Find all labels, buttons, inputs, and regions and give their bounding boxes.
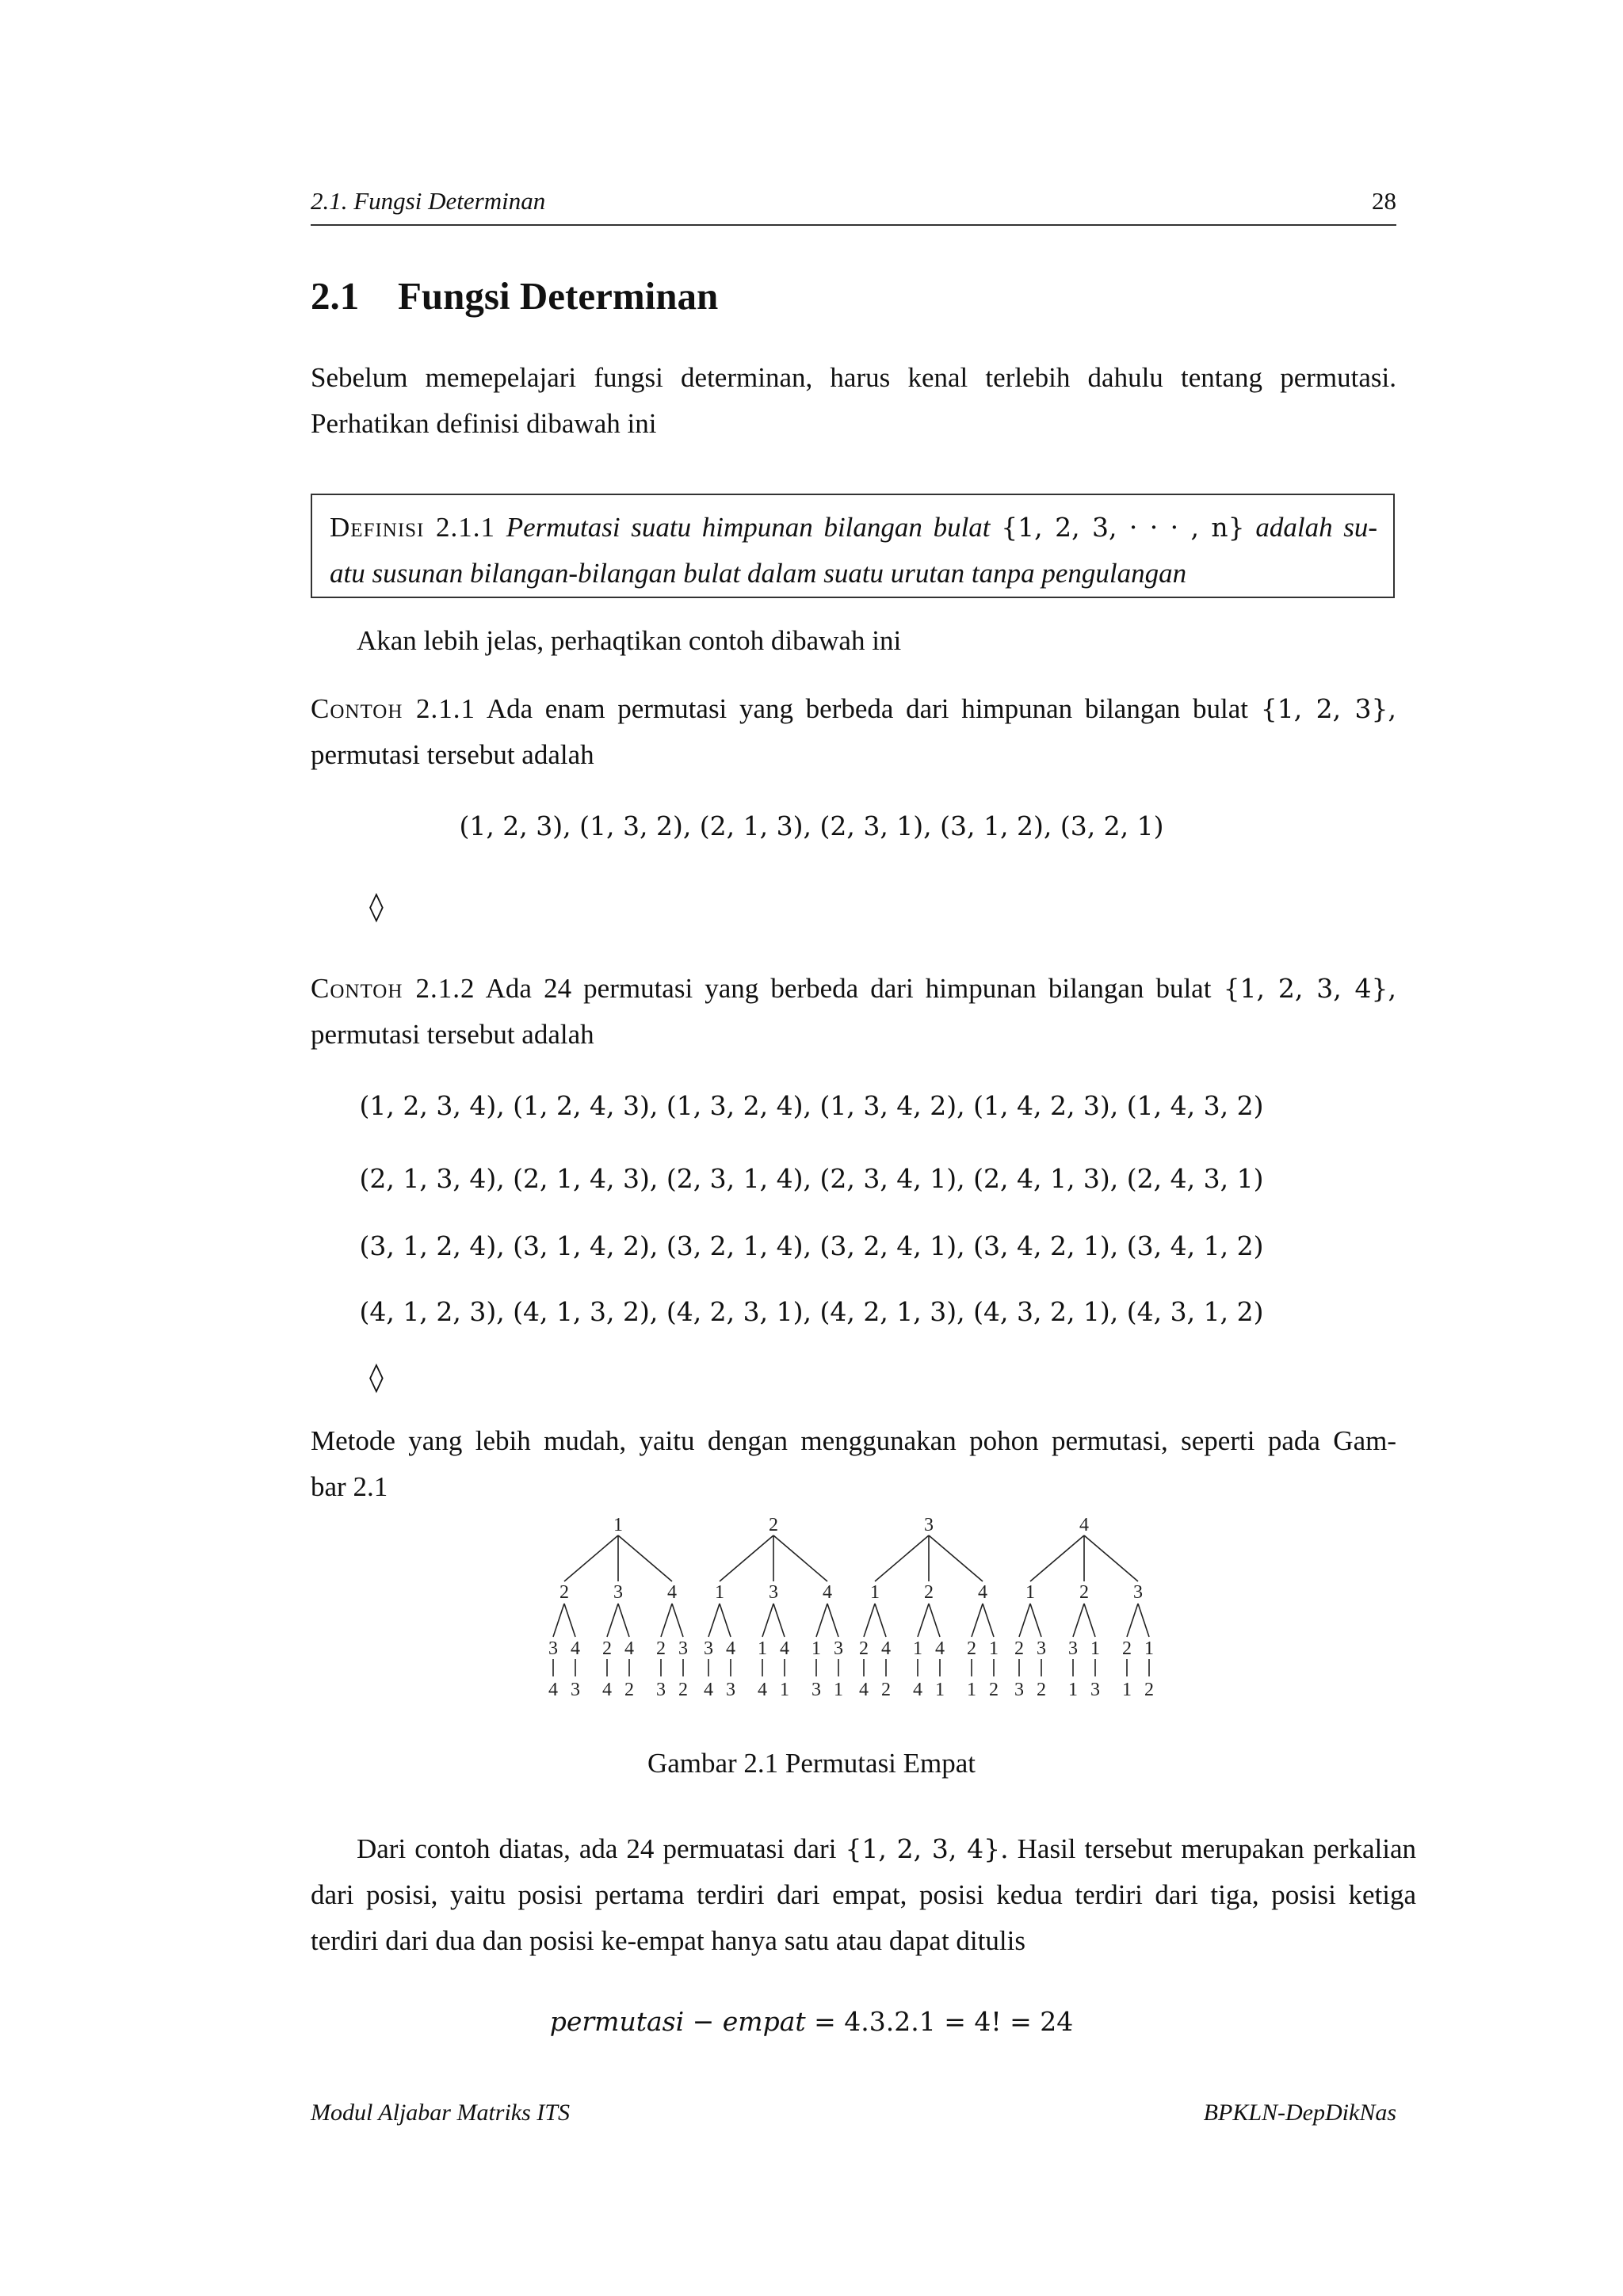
intro-paragraph (311, 355, 1396, 447)
tree-edge (1073, 1604, 1084, 1637)
equation-lhs: permutasi − empat (549, 2006, 806, 2037)
tree-level3-label: 4 (624, 1638, 634, 1659)
tree-level4-label: 1 (1068, 1680, 1078, 1700)
tree-edge (720, 1604, 731, 1637)
conclusion-line-3: terdiri dari dua dan posisi ke-empat hanya satu atau dapat ditulis (311, 1925, 1025, 1956)
tree-level3-label: 4 (726, 1638, 735, 1659)
example-1-line-2: permutasi tersebut adalah (311, 739, 594, 770)
tree-edge (564, 1535, 618, 1581)
conclusion-paragraph (311, 1826, 1416, 1964)
tree-edge (972, 1604, 983, 1637)
example-2-paragraph (311, 966, 1396, 1058)
tree-edge (773, 1604, 785, 1637)
tree-edge (875, 1604, 886, 1637)
tree-level2-label: 3 (613, 1582, 623, 1603)
tree-edge (607, 1604, 618, 1637)
tree-level4-label: 2 (1144, 1680, 1154, 1700)
section-heading (311, 273, 718, 318)
tree-level4-label: 1 (1122, 1680, 1132, 1700)
intro-line-1: Sebelum memepelajari fungsi determinan, harus kenal terlebih dahulu tentang permutasi. (311, 362, 1396, 393)
tree-level3-label: 3 (1068, 1638, 1078, 1659)
tree-level3-label: 2 (1122, 1638, 1132, 1659)
tree-edge (564, 1604, 575, 1637)
definition-line-2: atu susunan bilangan-bilangan bulat dalam suatu urutan tanpa pengulangan (330, 558, 1187, 589)
tree-edge (1019, 1604, 1030, 1637)
tree-level3-label: 1 (758, 1638, 767, 1659)
tree-level4-label: 1 (935, 1680, 945, 1700)
definition-text-a: Permutasi suatu himpunan bilangan bulat (506, 512, 991, 543)
example-1-text: Ada enam permutasi yang berbeda dari himpunan bilangan bulat (486, 693, 1249, 724)
tree-level3-label: 2 (1014, 1638, 1024, 1659)
tree-level3-label: 4 (935, 1638, 945, 1659)
definition-set: {1, 2, 3, · · · , n} (1001, 512, 1245, 543)
running-header-title: 2.1. Fungsi Determinan (311, 187, 546, 215)
tree-level4-label: 4 (859, 1680, 869, 1700)
tree-level4-label: 4 (758, 1680, 767, 1700)
tree-edge (875, 1535, 929, 1581)
example-1-display: (1, 2, 3), (1, 3, 2), (2, 1, 3), (2, 3, 1), (3, 1, 2), (3, 2, 1) (459, 810, 1164, 841)
tree-edge (1127, 1604, 1138, 1637)
tree-edge (661, 1604, 672, 1637)
tree-edge (827, 1604, 838, 1637)
tree-level4-label: 1 (967, 1680, 976, 1700)
tree-edge (864, 1604, 875, 1637)
permutation-tree-figure (539, 1513, 1154, 1711)
tree-level2-label: 1 (715, 1582, 724, 1603)
example-1-end-mark: ◊ (369, 891, 384, 923)
example-2-line-2: permutasi tersebut adalah (311, 1019, 594, 1050)
section-title: Fungsi Determinan (398, 274, 719, 318)
tree-level4-label: 4 (704, 1680, 713, 1700)
intro-line-2: Perhatikan definisi dibawah ini (311, 408, 657, 439)
tree-edge (1084, 1604, 1095, 1637)
tree-level4-label: 4 (602, 1680, 612, 1700)
tree-level4-label: 2 (678, 1680, 688, 1700)
method-paragraph (311, 1418, 1396, 1510)
definition-box (311, 494, 1395, 598)
tree-level2-label: 2 (924, 1582, 934, 1603)
tree-level3-label: 1 (913, 1638, 922, 1659)
tree-level3-label: 3 (548, 1638, 558, 1659)
tree-level2-label: 2 (559, 1582, 569, 1603)
example-2-text: Ada 24 permutasi yang berbeda dari himpunan bilangan bulat (485, 973, 1212, 1004)
lead-in-text: Akan lebih jelas, perhaqtikan contoh dibawah ini (357, 625, 902, 656)
example-1-set: {1, 2, 3}, (1260, 693, 1396, 724)
footer-left: Modul Aljabar Matriks ITS (311, 2100, 570, 2126)
tree-level4-label: 1 (780, 1680, 789, 1700)
tree-level4-label: 3 (1090, 1680, 1100, 1700)
tree-root-label: 4 (1079, 1515, 1089, 1535)
tree-edge (929, 1604, 940, 1637)
tree-edge (720, 1535, 773, 1581)
tree-level4-label: 3 (571, 1680, 580, 1700)
example-2-row-3: (3, 1, 2, 4), (3, 1, 4, 2), (3, 2, 1, 4), (3, 2, 4, 1), (3, 4, 2, 1), (3, 4, 1, 2) (359, 1230, 1264, 1261)
tree-level3-label: 1 (1090, 1638, 1100, 1659)
page-number: 28 (1372, 187, 1396, 215)
tree-level3-label: 3 (1037, 1638, 1046, 1659)
tree-level4-label: 3 (656, 1680, 666, 1700)
tree-level2-label: 3 (1133, 1582, 1143, 1603)
figure-caption: Gambar 2.1 Permutasi Empat (647, 1748, 976, 1779)
tree-level3-label: 3 (678, 1638, 688, 1659)
tree-level4-label: 3 (726, 1680, 735, 1700)
definition-text-b: adalah su- (1255, 512, 1378, 543)
tree-level3-label: 1 (989, 1638, 999, 1659)
tree-edge (672, 1604, 683, 1637)
example-2-row-1: (1, 2, 3, 4), (1, 2, 4, 3), (1, 3, 2, 4), (1, 3, 4, 2), (1, 4, 2, 3), (1, 4, 3, 2) (359, 1090, 1264, 1121)
example-2-set: {1, 2, 3, 4}, (1223, 973, 1397, 1004)
conclusion-text-a: Dari contoh diatas, ada 24 permuatasi dari (357, 1833, 837, 1864)
tree-level4-label: 3 (1014, 1680, 1024, 1700)
header-rule (311, 224, 1396, 226)
tree-level2-label: 3 (769, 1582, 778, 1603)
section-number: 2.1 (311, 274, 360, 318)
tree-edge (1138, 1604, 1149, 1637)
tree-edge (983, 1604, 994, 1637)
tree-level3-label: 2 (656, 1638, 666, 1659)
conclusion-set: {1, 2, 3, 4}. (845, 1833, 1009, 1864)
conclusion-text-b: Hasil tersebut merupakan perkalian (1017, 1833, 1417, 1864)
tree-edge (929, 1535, 983, 1581)
equation-rhs: = 4.3.2.1 = 4! = 24 (814, 2006, 1074, 2037)
tree-level3-label: 2 (967, 1638, 976, 1659)
tree-edge (618, 1604, 629, 1637)
tree-level3-label: 1 (1144, 1638, 1154, 1659)
example-2-row-2: (2, 1, 3, 4), (2, 1, 4, 3), (2, 3, 1, 4), (2, 3, 4, 1), (2, 4, 1, 3), (2, 4, 3, 1) (359, 1163, 1264, 1194)
definition-label: Definisi 2.1.1 (330, 512, 496, 543)
tree-edge (762, 1604, 773, 1637)
example-2-end-mark: ◊ (369, 1361, 384, 1394)
tree-level3-label: 1 (812, 1638, 821, 1659)
tree-edge (773, 1535, 827, 1581)
tree-level4-label: 4 (913, 1680, 922, 1700)
tree-level2-label: 4 (823, 1582, 832, 1603)
example-2-label: Contoh 2.1.2 (311, 973, 475, 1004)
tree-edge (1084, 1535, 1138, 1581)
tree-level2-label: 1 (870, 1582, 880, 1603)
example-1-label: Contoh 2.1.1 (311, 693, 476, 724)
example-1-paragraph (311, 686, 1396, 778)
tree-edge (553, 1604, 564, 1637)
tree-root-label: 3 (924, 1515, 934, 1535)
footer-right: BPKLN-DepDikNas (1203, 2100, 1396, 2126)
tree-level3-label: 4 (881, 1638, 891, 1659)
tree-level2-label: 1 (1025, 1582, 1035, 1603)
equation (0, 2006, 1623, 2037)
tree-level3-label: 2 (602, 1638, 612, 1659)
tree-level4-label: 2 (624, 1680, 634, 1700)
tree-level3-label: 3 (704, 1638, 713, 1659)
tree-root-label: 1 (613, 1515, 623, 1535)
tree-edge (918, 1604, 929, 1637)
conclusion-line-2: dari posisi, yaitu posisi pertama terdiri dari empat, posisi kedua terdiri dari tiga, posisi ketiga (311, 1879, 1416, 1910)
example-2-row-4: (4, 1, 2, 3), (4, 1, 3, 2), (4, 2, 3, 1), (4, 2, 1, 3), (4, 3, 2, 1), (4, 3, 1, 2) (359, 1296, 1264, 1327)
tree-level2-label: 4 (667, 1582, 677, 1603)
tree-level3-label: 3 (834, 1638, 843, 1659)
method-line-2: bar 2.1 (311, 1471, 388, 1502)
tree-level4-label: 2 (989, 1680, 999, 1700)
tree-edge (618, 1535, 672, 1581)
tree-level4-label: 3 (812, 1680, 821, 1700)
method-line-1: Metode yang lebih mudah, yaitu dengan menggunakan pohon permutasi, seperti pada Gam- (311, 1425, 1396, 1456)
tree-level4-label: 1 (834, 1680, 843, 1700)
tree-level3-label: 4 (780, 1638, 789, 1659)
tree-level4-label: 2 (881, 1680, 891, 1700)
tree-level4-label: 2 (1037, 1680, 1046, 1700)
tree-edge (816, 1604, 827, 1637)
tree-level3-label: 2 (859, 1638, 869, 1659)
tree-level4-label: 4 (548, 1680, 558, 1700)
tree-level3-label: 4 (571, 1638, 580, 1659)
tree-level2-label: 2 (1079, 1582, 1089, 1603)
tree-edge (1030, 1535, 1084, 1581)
tree-root-label: 2 (769, 1515, 778, 1535)
tree-level2-label: 4 (978, 1582, 987, 1603)
tree-edge (1030, 1604, 1041, 1637)
tree-edge (708, 1604, 720, 1637)
